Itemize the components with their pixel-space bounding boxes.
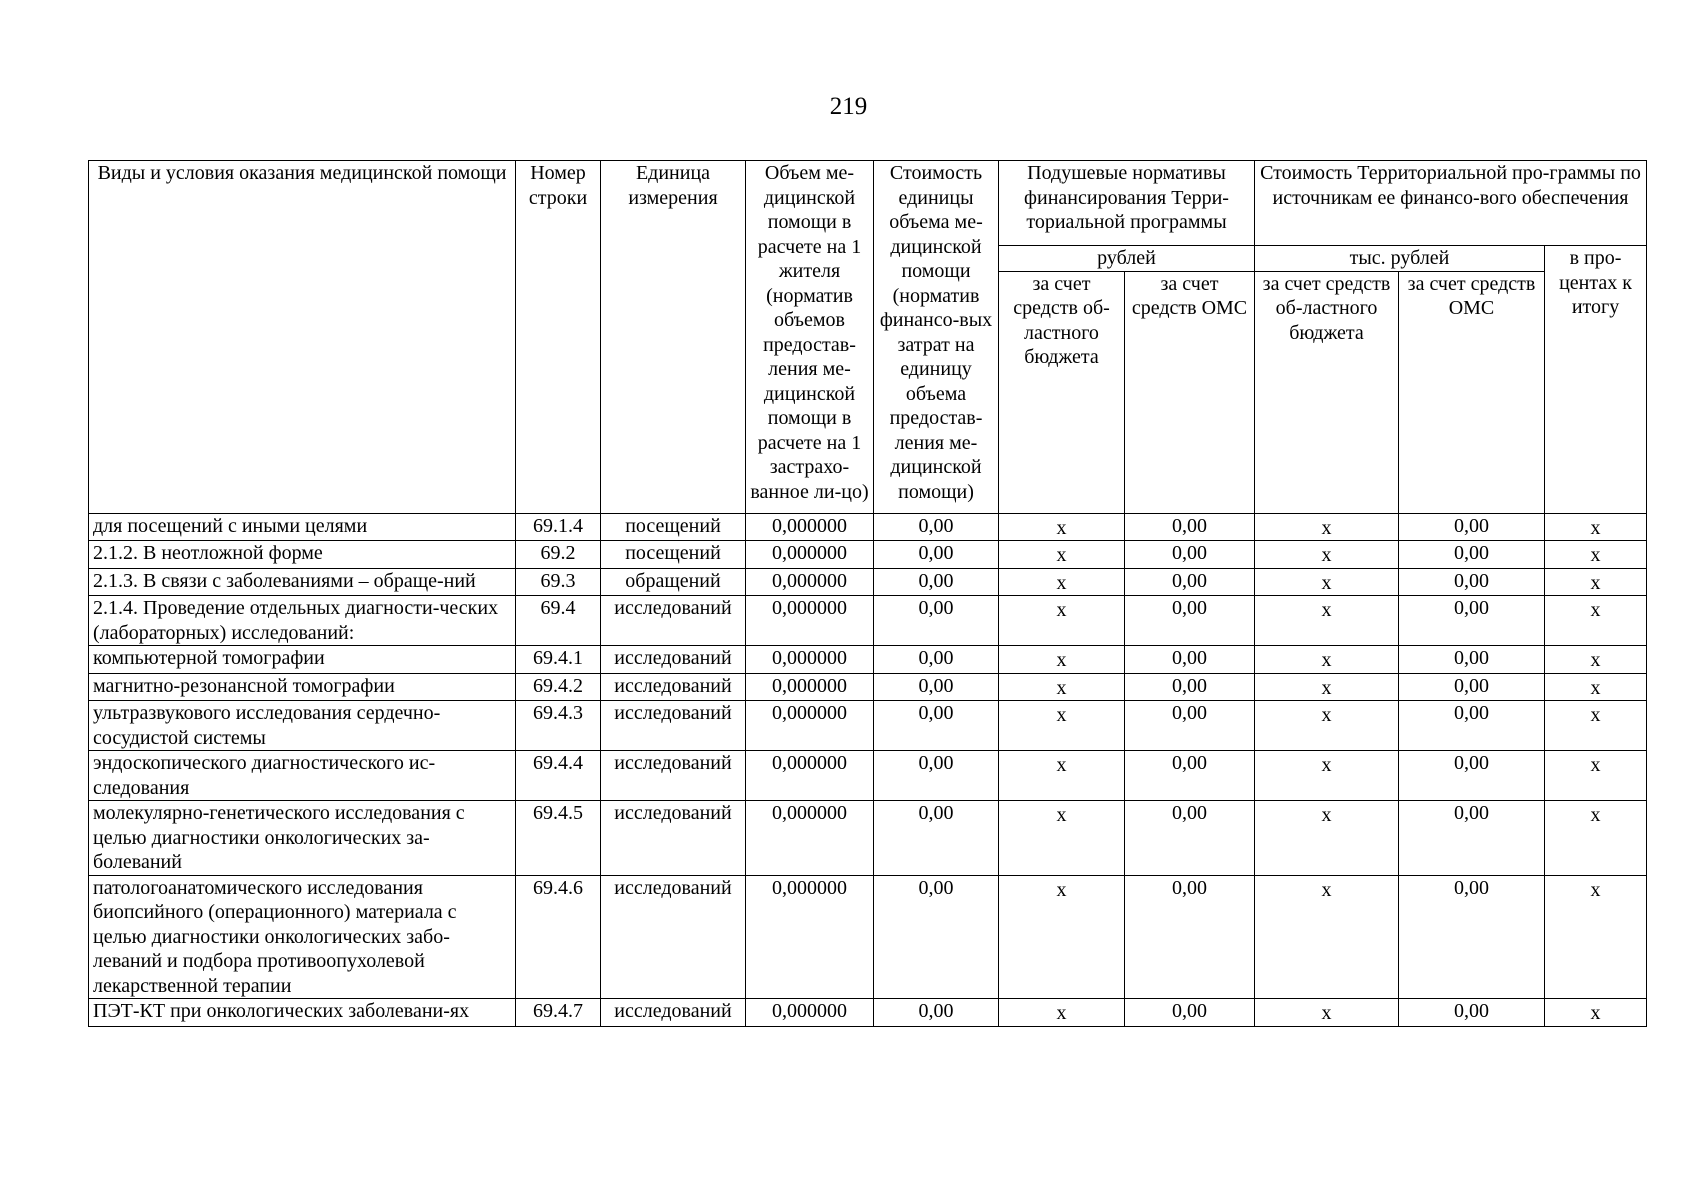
table-row — [89, 801, 1647, 876]
row-cost: 0,00 — [874, 673, 999, 701]
row-cost: 0,00 — [874, 999, 999, 1027]
row-per-capita-budget: x — [999, 541, 1125, 569]
row-per-capita-oms: 0,00 — [1125, 701, 1255, 751]
header-program-budget: за счет средств об-ластного бюджета — [1255, 271, 1399, 513]
row-program-oms: 0,00 — [1399, 541, 1545, 569]
row-percent: x — [1545, 646, 1647, 674]
row-percent: x — [1545, 596, 1647, 646]
row-unit: обращений — [601, 568, 746, 596]
row-percent: x — [1545, 801, 1647, 876]
row-number: 69.4.2 — [516, 673, 601, 701]
row-percent: x — [1545, 999, 1647, 1027]
row-per-capita-oms: 0,00 — [1125, 751, 1255, 801]
row-cost: 0,00 — [874, 568, 999, 596]
row-program-budget: x — [1255, 568, 1399, 596]
row-program-oms: 0,00 — [1399, 596, 1545, 646]
row-per-capita-oms: 0,00 — [1125, 875, 1255, 999]
row-program-budget: x — [1255, 646, 1399, 674]
row-program-oms: 0,00 — [1399, 513, 1545, 541]
row-program-budget: x — [1255, 596, 1399, 646]
row-percent: x — [1545, 541, 1647, 569]
row-cost: 0,00 — [874, 875, 999, 999]
row-unit: исследований — [601, 751, 746, 801]
header-cost-unit: Стоимость единицы объема ме-дицинской помощи (норматив финансо-вых затрат на единицу объема предостав-ления ме-дицинской помощи) — [874, 161, 999, 514]
table-row — [89, 999, 1647, 1027]
row-name: для посещений с иными целями — [89, 513, 516, 541]
row-program-budget: x — [1255, 701, 1399, 751]
header-unit: Единица измерения — [601, 161, 746, 514]
row-name: компьютерной томографии — [89, 646, 516, 674]
table-row — [89, 673, 1647, 701]
header-per-capita-budget: за счет средств об-ластного бюджета — [999, 271, 1125, 513]
row-per-capita-oms: 0,00 — [1125, 541, 1255, 569]
row-name: 2.1.4. Проведение отдельных диагности-ческих (лабораторных) исследований: — [89, 596, 516, 646]
page-number: 219 — [829, 93, 868, 120]
row-unit: посещений — [601, 513, 746, 541]
row-volume: 0,000000 — [746, 673, 874, 701]
header-per-capita-oms: за счет средств ОМС — [1125, 271, 1255, 513]
row-volume: 0,000000 — [746, 999, 874, 1027]
row-unit: исследований — [601, 596, 746, 646]
row-unit: исследований — [601, 801, 746, 876]
row-program-oms: 0,00 — [1399, 875, 1545, 999]
row-volume: 0,000000 — [746, 646, 874, 674]
row-program-oms: 0,00 — [1399, 568, 1545, 596]
header-volume: Объем ме-дицинской помощи в расчете на 1 жителя (норматив объемов предостав-ления ме-дицинской помощи в расчете на 1 застрахо-ванное ли-цо) — [746, 161, 874, 514]
row-name: ультразвукового исследования сердечно-сосудистой системы — [89, 701, 516, 751]
header-program-cost-unit: тыс. рублей — [1255, 246, 1545, 272]
row-program-budget: x — [1255, 751, 1399, 801]
row-name: молекулярно-генетического исследования с целью диагностики онкологических за-болеваний — [89, 801, 516, 876]
row-percent: x — [1545, 875, 1647, 999]
row-volume: 0,000000 — [746, 875, 874, 999]
row-program-oms: 0,00 — [1399, 999, 1545, 1027]
row-per-capita-oms: 0,00 — [1125, 999, 1255, 1027]
header-program-cost: Стоимость Территориальной про-граммы по источникам ее финансо-вого обеспечения — [1255, 161, 1647, 246]
row-program-oms: 0,00 — [1399, 673, 1545, 701]
row-number: 69.4 — [516, 596, 601, 646]
row-number: 69.4.4 — [516, 751, 601, 801]
row-unit: посещений — [601, 541, 746, 569]
table-row — [89, 751, 1647, 801]
row-name: 2.1.3. В связи с заболеваниями – обраще-ний — [89, 568, 516, 596]
row-number: 69.4.1 — [516, 646, 601, 674]
row-percent: x — [1545, 513, 1647, 541]
row-cost: 0,00 — [874, 541, 999, 569]
row-name: 2.1.2. В неотложной форме — [89, 541, 516, 569]
row-number: 69.4.3 — [516, 701, 601, 751]
row-cost: 0,00 — [874, 646, 999, 674]
header-percent: в про-центах к итогу — [1545, 246, 1647, 514]
row-program-budget: x — [1255, 801, 1399, 876]
row-number: 69.3 — [516, 568, 601, 596]
header-program-oms: за счет средств ОМС — [1399, 271, 1545, 513]
row-unit: исследований — [601, 673, 746, 701]
row-number: 69.4.5 — [516, 801, 601, 876]
row-program-budget: x — [1255, 999, 1399, 1027]
row-per-capita-budget: x — [999, 701, 1125, 751]
row-volume: 0,000000 — [746, 751, 874, 801]
row-cost: 0,00 — [874, 751, 999, 801]
row-program-oms: 0,00 — [1399, 801, 1545, 876]
table-header — [89, 161, 1647, 514]
header-types: Виды и условия оказания медицинской помощи — [89, 161, 516, 514]
row-per-capita-oms: 0,00 — [1125, 596, 1255, 646]
row-unit: исследований — [601, 999, 746, 1027]
row-number: 69.4.7 — [516, 999, 601, 1027]
row-unit: исследований — [601, 701, 746, 751]
table-row — [89, 875, 1647, 999]
row-program-budget: x — [1255, 541, 1399, 569]
row-number: 69.1.4 — [516, 513, 601, 541]
row-number: 69.2 — [516, 541, 601, 569]
row-per-capita-budget: x — [999, 596, 1125, 646]
row-per-capita-budget: x — [999, 568, 1125, 596]
row-number: 69.4.6 — [516, 875, 601, 999]
row-per-capita-budget: x — [999, 513, 1125, 541]
row-program-budget: x — [1255, 875, 1399, 999]
table-row — [89, 701, 1647, 751]
row-unit: исследований — [601, 646, 746, 674]
row-per-capita-budget: x — [999, 673, 1125, 701]
row-per-capita-oms: 0,00 — [1125, 673, 1255, 701]
row-volume: 0,000000 — [746, 541, 874, 569]
row-program-budget: x — [1255, 513, 1399, 541]
row-per-capita-oms: 0,00 — [1125, 513, 1255, 541]
funding-table — [88, 160, 1647, 1027]
row-per-capita-oms: 0,00 — [1125, 801, 1255, 876]
row-per-capita-budget: x — [999, 801, 1125, 876]
row-volume: 0,000000 — [746, 596, 874, 646]
row-program-oms: 0,00 — [1399, 646, 1545, 674]
row-percent: x — [1545, 701, 1647, 751]
row-program-budget: x — [1255, 673, 1399, 701]
row-unit: исследований — [601, 875, 746, 999]
row-cost: 0,00 — [874, 801, 999, 876]
table-row — [89, 568, 1647, 596]
row-volume: 0,000000 — [746, 568, 874, 596]
row-per-capita-budget: x — [999, 646, 1125, 674]
row-cost: 0,00 — [874, 513, 999, 541]
row-program-oms: 0,00 — [1399, 751, 1545, 801]
row-name: ПЭТ-КТ при онкологических заболевани-ях — [89, 999, 516, 1027]
table-row — [89, 646, 1647, 674]
row-name: эндоскопического диагностического ис-следования — [89, 751, 516, 801]
header-per-capita-unit: рублей — [999, 246, 1255, 272]
row-per-capita-oms: 0,00 — [1125, 646, 1255, 674]
row-per-capita-oms: 0,00 — [1125, 568, 1255, 596]
table-row — [89, 513, 1647, 541]
row-per-capita-budget: x — [999, 875, 1125, 999]
row-percent: x — [1545, 568, 1647, 596]
row-volume: 0,000000 — [746, 513, 874, 541]
row-cost: 0,00 — [874, 596, 999, 646]
row-name: магнитно-резонансной томографии — [89, 673, 516, 701]
row-per-capita-budget: x — [999, 999, 1125, 1027]
row-volume: 0,000000 — [746, 701, 874, 751]
row-percent: x — [1545, 751, 1647, 801]
header-row-number: Номер строки — [516, 161, 601, 514]
header-per-capita: Подушевые нормативы финансирования Терри-ториальной программы — [999, 161, 1255, 246]
table-row — [89, 541, 1647, 569]
row-percent: x — [1545, 673, 1647, 701]
table-row — [89, 596, 1647, 646]
row-volume: 0,000000 — [746, 801, 874, 876]
row-per-capita-budget: x — [999, 751, 1125, 801]
row-cost: 0,00 — [874, 701, 999, 751]
table-body — [89, 513, 1647, 1026]
row-name: патологоанатомического исследования биопсийного (операционного) материала с целью диагностики онкологических забо-леваний и подбора противоопухолевой лекарственной терапии — [89, 875, 516, 999]
row-program-oms: 0,00 — [1399, 701, 1545, 751]
